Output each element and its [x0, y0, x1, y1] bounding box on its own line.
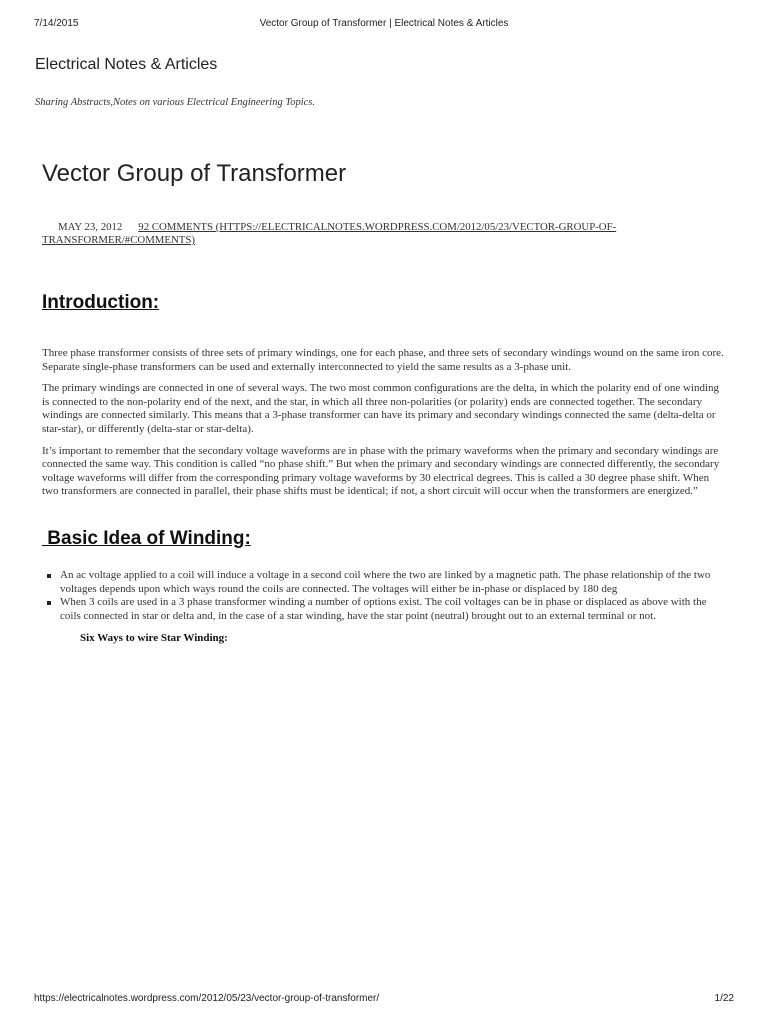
square-bullet-icon — [47, 574, 51, 578]
bullet-list — [42, 569, 728, 623]
comments-link[interactable]: 92 COMMENTS (HTTPS://ELECTRICALNOTES.WORDPRESS.COM/2012/05/23/VECTOR-GROUP-OF-TRANSFORMER/#COMMENTS) — [42, 221, 617, 246]
list-item-text: An ac voltage applied to a coil will induce a voltage in a second coil where the two are linked by a magnetic path. The phase relationship of the two voltages depends upon which ways round the coils are connected. The voltages will either be in-phase or displaced by 180 deg — [60, 568, 711, 595]
print-page-title: Vector Group of Transformer | Electrical Notes & Articles — [259, 18, 509, 29]
basic-idea-heading: Basic Idea of Winding: — [42, 527, 251, 549]
post-meta — [42, 221, 702, 247]
print-header — [34, 18, 734, 32]
post-content — [42, 292, 728, 644]
square-bullet-icon — [47, 601, 51, 605]
print-date: 7/14/2015 — [34, 18, 79, 29]
list-item-text: When 3 coils are used in a 3 phase transformer winding a number of options exist. The coil voltages can be in phase or displaced as above with the coils connected in star or delta and, in the case of a star winding, have the star point (neutral) brought out to an external terminal or not. — [60, 596, 707, 622]
intro-paragraph: Three phase transformer consists of three sets of primary windings, one for each phase, and three sets of secondary windings wound on the same iron core. Separate single-phase transformers can be used and externally interconnected to yield the same results as a 3-phase unit. — [42, 347, 724, 373]
page-number: 1/22 — [714, 993, 734, 1004]
intro-paragraph: The primary windings are connected in one of several ways. The two most common configurations are the delta, in which the polarity end of one winding is connected to the non-polarity end of the next, and the star, in which all three non-polarities (or polarity) ends are connected together. The secondary windings are connected similarly. This means that a 3-phase transformer can have its primary and secondary windings connected the same (delta-delta or star-star), or differently (delta-star or star-delta). — [42, 382, 720, 435]
list-item — [60, 569, 728, 596]
post-title: Vector Group of Transformer — [42, 160, 347, 187]
post-date: MAY 23, 2012 — [58, 221, 123, 233]
star-winding-subheading: Six Ways to wire Star Winding: — [80, 632, 228, 645]
print-footer — [34, 993, 734, 1007]
intro-paragraph: It’s important to remember that the secondary voltage waveforms are in phase with the primary waveforms when the primary and secondary windings are connected the same way. This condition is called “no phase shift.” But when the primary and secondary windings are connected differently, the secondary voltage waveforms will differ from the corresponding primary voltage waveforms by 30 electrical degrees. This is called a 30 degree phase shift. When two transformers are connected in parallel, their phase shifts must be identical; if not, a short circuit will occur when the transformers are energized.” — [42, 444, 720, 498]
print-url: https://electricalnotes.wordpress.com/2012/05/23/vector-group-of-transformer/ — [34, 993, 380, 1004]
site-tagline: Sharing Abstracts,Notes on various Electrical Engineering Topics. — [35, 97, 315, 108]
introduction-heading: Introduction: — [42, 292, 160, 313]
list-item — [60, 596, 728, 623]
site-title[interactable]: Electrical Notes & Articles — [35, 56, 218, 73]
